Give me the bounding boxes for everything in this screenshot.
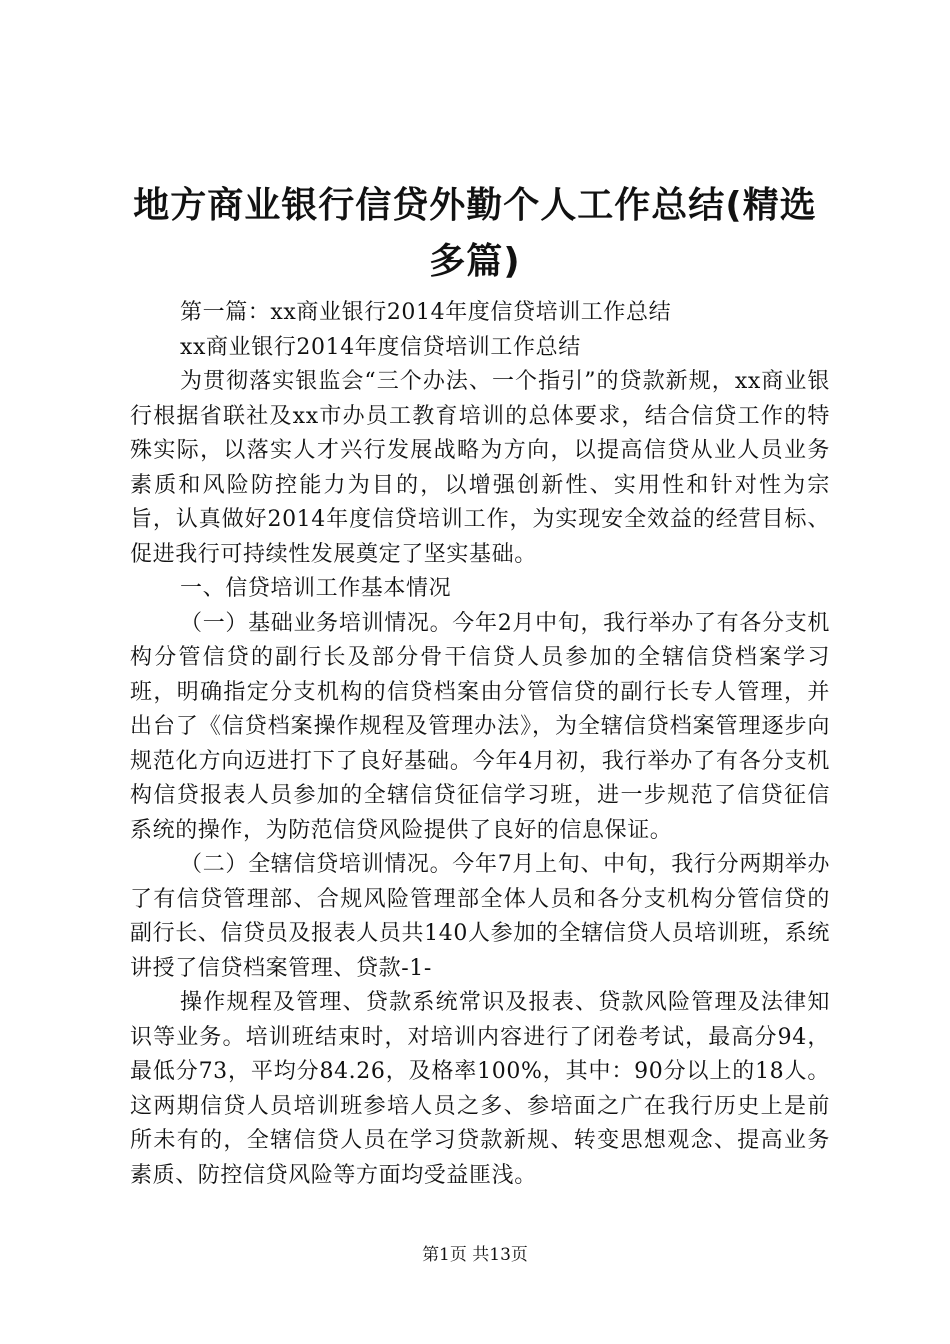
paragraph-intro: 为贯彻落实银监会“三个办法、一个指引”的贷款新规，xx商业银行根据省联社及xx市办员工教育培训的总体要求，结合信贷工作的特殊实际，以落实人才兴行发展战略为方向，以提高信贷从业人员业务素质和风险防控能力为目的，以增强创新性、实用性和针对性为宗旨，认真做好2014年度信贷培训工作，为实现安全效益的经营目标、促进我行可持续性发展奠定了坚实基础。 bbox=[130, 369, 830, 567]
section-heading: 第一篇：xx商业银行2014年度信贷培训工作总结 bbox=[180, 300, 672, 325]
document-title: 地方商业银行信贷外勤个人工作总结(精选多篇) bbox=[133, 185, 817, 282]
paragraph-heading-1: 一、信贷培训工作基本情况 bbox=[180, 576, 452, 601]
paragraph-continued: 操作规程及管理、贷款系统常识及报表、贷款风险管理及法律知识等业务。培训班结束时，对培训内容进行了闭卷考试，最高分94，最低分73，平均分84.26，及格率100%，其中：90分以上的18人。这两期信贷人员培训班参培人员之多、参培面之广在我行历史上是前所未有的，全辖信贷人员在学习贷款新规、转变思想观念、提高业务素质、防控信贷风险等方面均受益匪浅。 bbox=[130, 990, 830, 1188]
paragraph-full-training: （二）全辖信贷培训情况。今年7月上旬、中旬，我行分两期举办了有信贷管理部、合规风险管理部全体人员和各分支机构分管信贷的副行长、信贷员及报表人员共140人参加的全辖信贷人员培训班，系统讲授了信贷档案管理、贷款-1- bbox=[130, 852, 830, 981]
page-footer: 第1页 共13页 bbox=[422, 1245, 528, 1265]
document-body bbox=[130, 296, 830, 1193]
subtitle: xx商业银行2014年度信贷培训工作总结 bbox=[180, 334, 581, 360]
paragraph-basic-training: （一）基础业务培训情况。今年2月中旬，我行举办了有各分支机构分管信贷的副行长及部分骨干信贷人员参加的全辖信贷档案学习班，明确指定分支机构的信贷档案由分管信贷的副行长专人管理，并出台了《信贷档案操作规程及管理办法》，为全辖信贷档案管理逐步向规范化方向迈进打下了良好基础。今年4月初，我行举办了有各分支机构信贷报表人员参加的全辖信贷征信学习班，进一步规范了信贷征信系统的操作，为防范信贷风险提供了良好的信息保证。 bbox=[130, 610, 830, 843]
